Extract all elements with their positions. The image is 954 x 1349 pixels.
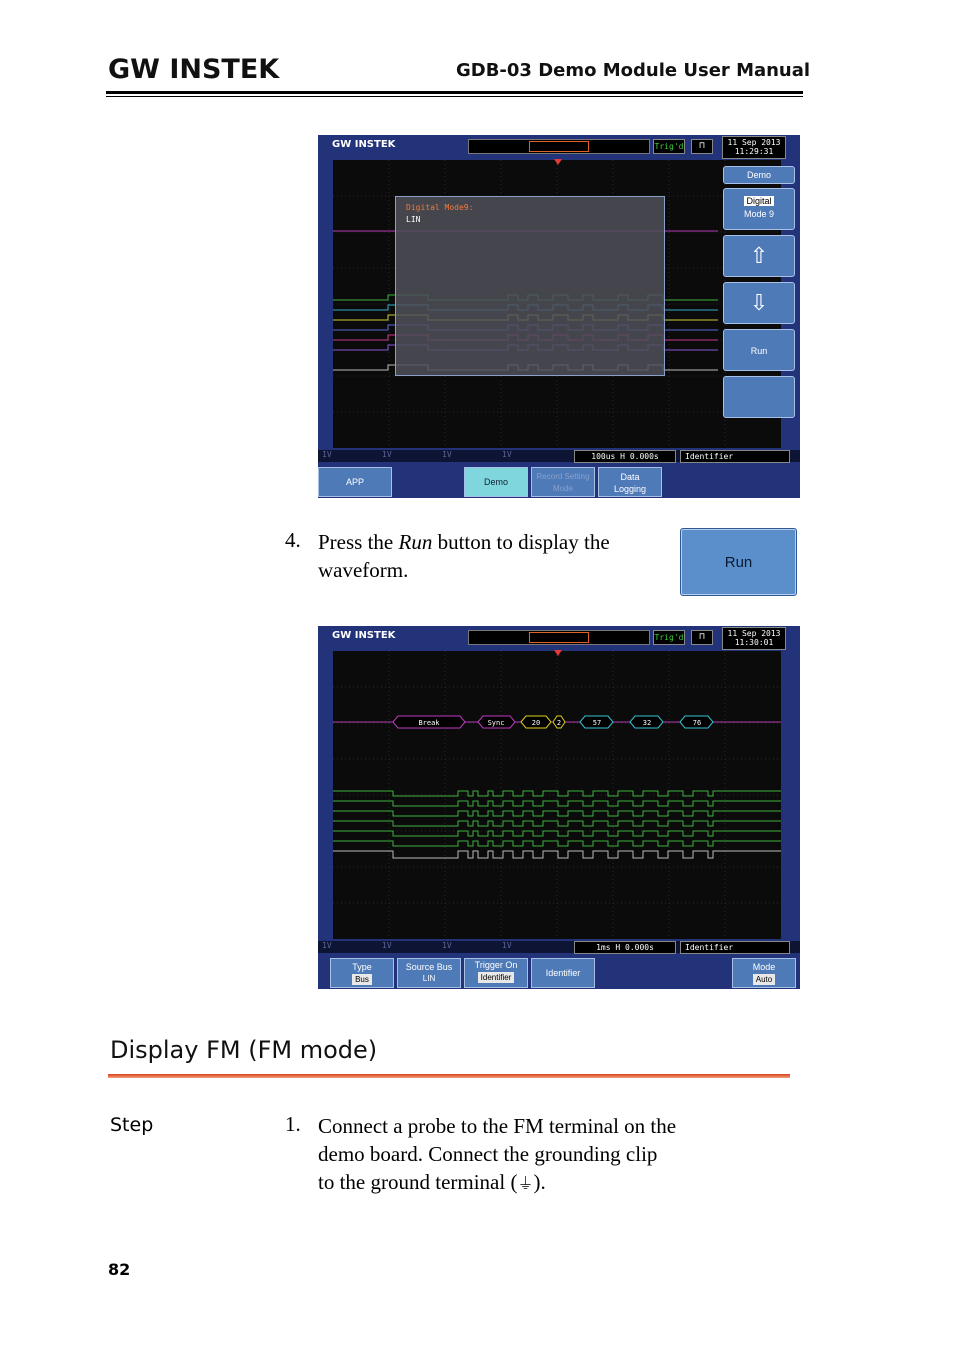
type-button[interactable]: Type Bus — [330, 958, 394, 988]
record-setting-button[interactable]: Record Setting Mode — [531, 467, 595, 497]
down-arrow-icon: ⇩ — [749, 290, 769, 315]
trigger-status: Trig'd — [653, 630, 685, 645]
trigger-readout: Identifier — [680, 941, 790, 954]
up-arrow-button[interactable] — [723, 235, 795, 277]
manual-title: GDB-03 Demo Module User Manual — [456, 60, 811, 81]
scope-screenshot-lin-decode — [318, 626, 800, 989]
up-arrow-icon: ⇧ — [749, 243, 769, 268]
step-number: 4. — [285, 528, 301, 552]
trigger-readout: Identifier — [680, 450, 790, 463]
source-bus-button[interactable]: Source Bus LIN — [397, 958, 461, 988]
section-rule — [108, 1074, 790, 1078]
step-4-text: Press the Run button to display the waveform. — [318, 530, 610, 582]
status-bar: 1V 1V 1V 1V 100us H 0.000s Identifier — [318, 450, 800, 462]
mode-info-popup: Digital Mode9: LIN — [395, 196, 665, 376]
decode-data-3: 76 — [692, 719, 702, 727]
decode-sync: Sync — [487, 719, 505, 727]
mode-button[interactable]: Mode Auto — [732, 958, 796, 988]
trigger-on-button[interactable]: Trigger On Identifier — [464, 958, 528, 988]
timebase-readout: 1ms H 0.000s — [574, 941, 676, 954]
scope-logo: GW INSTEK — [332, 630, 396, 641]
app-button[interactable]: APP — [318, 467, 392, 497]
page-number: 82 — [108, 1260, 131, 1279]
down-arrow-button[interactable] — [723, 282, 795, 324]
section-title: Display FM (FM mode) — [110, 1036, 378, 1064]
status-bar: 1V 1V 1V 1V 1ms H 0.000s Identifier — [318, 941, 800, 953]
date-time: 11 Sep 2013 11:29:31 — [722, 136, 786, 159]
decode-data-2: 32 — [642, 719, 652, 727]
demo-tab-button[interactable]: Demo — [464, 467, 528, 497]
step-1-text: Connect a probe to the FM terminal on the demo board. Connect the grounding clip to the ground terminal (⏚). — [318, 1114, 677, 1194]
run-button-image: Run — [680, 528, 797, 596]
scope-screenshot-digital-mode — [318, 135, 800, 498]
menu-title-demo: Demo — [723, 166, 795, 184]
waveform-traces — [318, 626, 800, 989]
decode-break: Break — [418, 719, 440, 727]
ground-icon: ⏚ — [517, 1176, 534, 1193]
step-label: Step — [110, 1114, 154, 1136]
blank-side-button[interactable] — [723, 376, 795, 418]
trigger-edge-icon: ⊓ — [691, 139, 713, 154]
header-rule — [106, 91, 803, 94]
trigger-edge-icon: ⊓ — [691, 630, 713, 645]
identifier-button[interactable]: Identifier — [531, 958, 595, 988]
scope-logo: GW INSTEK — [332, 139, 396, 150]
header-rule-thin — [106, 96, 803, 97]
digital-mode-button[interactable]: Digital Mode 9 — [723, 188, 795, 230]
timebase-readout: 100us H 0.000s — [574, 450, 676, 463]
step-number: 1. — [285, 1112, 301, 1136]
run-side-button[interactable]: Run — [723, 329, 795, 371]
decode-parity: 2 — [556, 719, 562, 727]
gw-instek-logo: GW INSTEK — [108, 54, 280, 85]
data-logging-button[interactable]: Data Logging — [598, 467, 662, 497]
date-time: 11 Sep 2013 11:30:01 — [722, 627, 786, 650]
decode-data-1: 57 — [592, 719, 602, 727]
trigger-status: Trig'd — [653, 139, 685, 154]
decode-id: 20 — [531, 719, 541, 727]
